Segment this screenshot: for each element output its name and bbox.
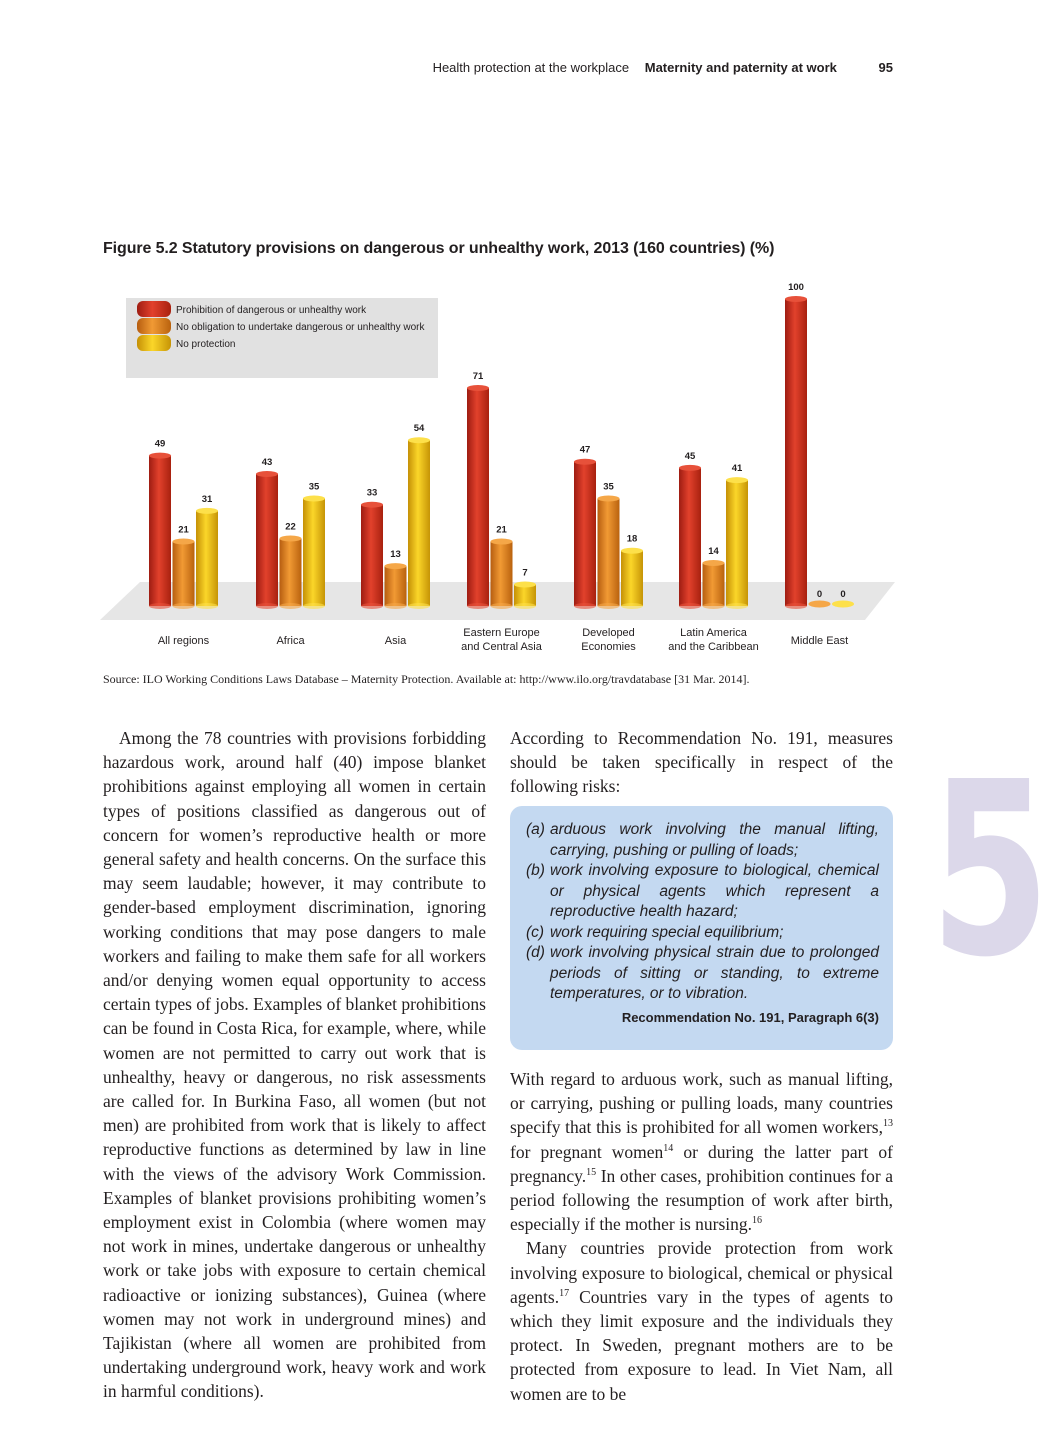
- value-label: 0: [840, 589, 846, 600]
- callout-item-b: [526, 861, 879, 923]
- bar-cap: [149, 453, 171, 459]
- bar-yellow: [726, 480, 748, 606]
- bar-cap: [621, 548, 643, 554]
- page-number: 95: [878, 60, 893, 75]
- category-label: All regions: [157, 635, 210, 647]
- bar-base: [574, 603, 596, 609]
- bar-red: [149, 456, 171, 606]
- bar-base: [256, 603, 278, 609]
- legend-label: No obligation to undertake dangerous or unhealthy work: [176, 322, 425, 333]
- bar-base: [173, 603, 195, 609]
- bar-base: [703, 603, 725, 609]
- value-label: 45: [684, 450, 696, 462]
- callout-item-c: [526, 923, 879, 944]
- bar-yellow: [408, 440, 430, 606]
- category-label: Africa: [276, 635, 305, 647]
- footnote-ref: 14: [663, 1142, 674, 1154]
- value-label: 31: [201, 493, 213, 505]
- text-run: or during the latter part of pregnancy.: [510, 1141, 893, 1186]
- value-label: 13: [390, 549, 401, 561]
- bar-orange: [173, 542, 195, 606]
- value-label: 35: [603, 481, 614, 493]
- body-paragraph-1: [510, 1067, 893, 1236]
- category-label: Developed Economies: [581, 627, 636, 653]
- left-column: [103, 726, 486, 1404]
- bar-cap: [726, 477, 748, 483]
- item-text: work involving physical strain due to prolonged periods of sitting or standing, to extreme temperatures, or to vibration.: [550, 944, 879, 1002]
- text-run: Countries vary in the types of agents to which they limit exposure and the individuals they protect. In Sweden, pregnant mothers are to be protected from exposure to lead. In Viet Nam, all women are to be: [510, 1286, 893, 1404]
- bar-cap: [679, 465, 701, 471]
- bar-cap: [173, 539, 195, 545]
- bar-cap: [514, 582, 536, 588]
- value-label: 41: [731, 463, 743, 475]
- value-label: 100: [788, 282, 804, 293]
- bar-orange: [280, 538, 302, 606]
- recommendation-callout: [510, 806, 893, 1050]
- item-letter: (c): [526, 923, 545, 941]
- value-label: 33: [366, 487, 378, 499]
- item-letter: (a): [526, 821, 545, 838]
- bar-cap: [256, 471, 278, 477]
- left-paragraph: Among the 78 countries with provisions forbidding hazardous work, around half (40) impose blanket prohibitions against employing all women in certain types of positions classified as dangerous out of concern for women’s reproductive health or more general safety and health concerns. On the surface this may seem laudable; however, it may contribute to gender-based employment discrimination, ignoring working conditions that may pose dangers to male workers and failing to make them safe for all workers and/or denying women equal opportunity to access certain types of jobs. Examples of blanket prohibitions can be found in Costa Rica, for example, where, while women are not permitted to carry out work that is unhealthy, heavy or dangerous, no risk assessments are called for. In Burkina Faso, all women (but not men) are prohibited from work that is likely to affect reproductive functions as determined by law in line with the views of the advisory Work Commission. Examples of blanket provisions prohibiting women’s employment exist in Colombia (where women may not work in mines, undertake dangerous or unhealthy work or take jobs with exposure to certain chemical radioactive or ionizing substances), Guinea (where women may not work in underground mines) and Tajikistan (where all women are prohibited from undertaking underground work, heavy work and work in harmful conditions).: [103, 728, 486, 1402]
- header-section: Health protection at the workplace: [432, 60, 630, 75]
- bar-red: [256, 474, 278, 606]
- value-label: 35: [308, 481, 320, 493]
- footnote-ref: 15: [586, 1166, 597, 1178]
- category-label: Latin America and the Caribbean: [668, 627, 759, 653]
- bar-zero-orange: [809, 601, 831, 608]
- bar-base: [679, 603, 701, 609]
- item-text: work involving exposure to biological, chemical or physical agents which represent a reproductive health hazard;: [550, 862, 879, 920]
- bar-base: [621, 603, 643, 609]
- bar-base: [280, 603, 302, 609]
- bar-cap: [703, 560, 725, 566]
- value-label: 14: [708, 546, 719, 558]
- value-label: 49: [154, 438, 166, 450]
- intro-paragraph: According to Recommendation No. 191, measures should be taken specifically in respect of the following risks:: [510, 728, 893, 797]
- bar-cap: [385, 563, 407, 569]
- bar-base: [785, 603, 807, 609]
- category-label: Asia: [384, 635, 407, 647]
- bar-orange: [703, 563, 725, 606]
- item-text: arduous work involving the manual lifting, carrying, pushing or pulling of loads;: [550, 821, 879, 859]
- item-letter: (d): [526, 944, 545, 961]
- value-label: 18: [626, 533, 638, 545]
- footnote-ref: 17: [559, 1288, 570, 1299]
- legend-label: No protection: [176, 339, 236, 350]
- bar-cap: [361, 502, 383, 508]
- bar-cap: [408, 437, 430, 443]
- bar-base: [598, 603, 620, 609]
- bar-base: [149, 603, 171, 609]
- bar-yellow: [621, 551, 643, 606]
- right-column-intro: [510, 726, 893, 799]
- bar-base: [408, 603, 430, 609]
- header-chapter: Maternity and paternity at work: [644, 60, 837, 75]
- bar-orange: [491, 542, 513, 606]
- bar-yellow: [303, 499, 325, 606]
- legend-label: Prohibition of dangerous or unhealthy work: [176, 305, 367, 316]
- callout-item-d: [526, 943, 879, 1005]
- running-header: [0, 60, 893, 75]
- footnote-ref: 13: [883, 1118, 893, 1130]
- value-label: 54: [413, 423, 425, 435]
- bar-cap: [196, 508, 218, 514]
- value-label: 21: [178, 524, 189, 536]
- bar-red: [574, 462, 596, 606]
- value-label: 21: [496, 524, 507, 536]
- value-label: 47: [579, 444, 591, 456]
- category-label: Middle East: [790, 635, 849, 647]
- bar-base: [385, 603, 407, 609]
- bar-cap: [303, 496, 325, 502]
- bar-cap: [467, 385, 489, 391]
- bar-base: [361, 603, 383, 609]
- value-label: 71: [472, 371, 484, 383]
- bar-chart: [95, 272, 905, 667]
- bar-red: [785, 299, 807, 606]
- bar-cap: [785, 296, 807, 302]
- text-run: Many countries provide protection from work involving exposure to biological, chemical or physical agents.: [510, 1238, 893, 1307]
- bar-cap: [574, 459, 596, 465]
- legend-swatch: [137, 318, 171, 334]
- bar-base: [726, 603, 748, 609]
- value-label: 43: [261, 456, 273, 468]
- legend-swatch: [137, 301, 171, 317]
- value-label: 22: [285, 521, 296, 533]
- callout-citation: Recommendation No. 191, Paragraph 6(3): [621, 1009, 879, 1025]
- text-run: In other cases, prohibition continues for a period following the resumption of work after birth, especially if the mother is nursing.: [510, 1165, 893, 1235]
- bar-cap: [280, 535, 302, 541]
- bar-base: [514, 603, 536, 609]
- body-paragraph-2: [510, 1236, 893, 1405]
- bar-yellow: [514, 585, 536, 606]
- item-letter: (b): [526, 862, 545, 879]
- callout-item-a: [526, 820, 879, 861]
- bar-cap: [598, 496, 620, 502]
- bar-cap: [491, 539, 513, 545]
- right-column-body: [510, 1067, 893, 1406]
- category-labels-group: [158, 627, 848, 653]
- legend-swatch: [137, 335, 171, 351]
- bar-zero-yellow: [832, 601, 854, 608]
- bar-orange: [598, 499, 620, 606]
- bar-orange: [385, 566, 407, 606]
- figure-title: Figure 5.2 Statutory provisions on dangerous or unhealthy work, 2013 (160 countries) (%): [103, 240, 775, 257]
- bar-red: [467, 388, 489, 606]
- text-run: With regard to arduous work, such as manual lifting, or carrying, pushing or pulling loads, many countries specify that this is prohibited for all women workers,: [510, 1069, 893, 1138]
- text-run: for pregnant women: [510, 1141, 664, 1162]
- value-label: 0: [816, 589, 823, 600]
- bar-red: [361, 505, 383, 606]
- item-text: work requiring special equilibrium;: [550, 923, 784, 941]
- footnote-ref: 16: [752, 1215, 763, 1227]
- category-label: Eastern Europe and Central Asia: [461, 627, 542, 653]
- figure-source: Source: ILO Working Conditions Laws Database – Maternity Protection. Available at: http://www.ilo.org/travdatabase [31 Mar. 2014].: [103, 672, 750, 686]
- bar-yellow: [196, 511, 218, 606]
- chapter-number-marker: 5: [930, 730, 1050, 1010]
- value-label: 7: [522, 567, 528, 579]
- bar-red: [679, 468, 701, 606]
- bar-base: [491, 603, 513, 609]
- bar-base: [303, 603, 325, 609]
- bar-base: [467, 603, 489, 609]
- bar-base: [196, 603, 218, 609]
